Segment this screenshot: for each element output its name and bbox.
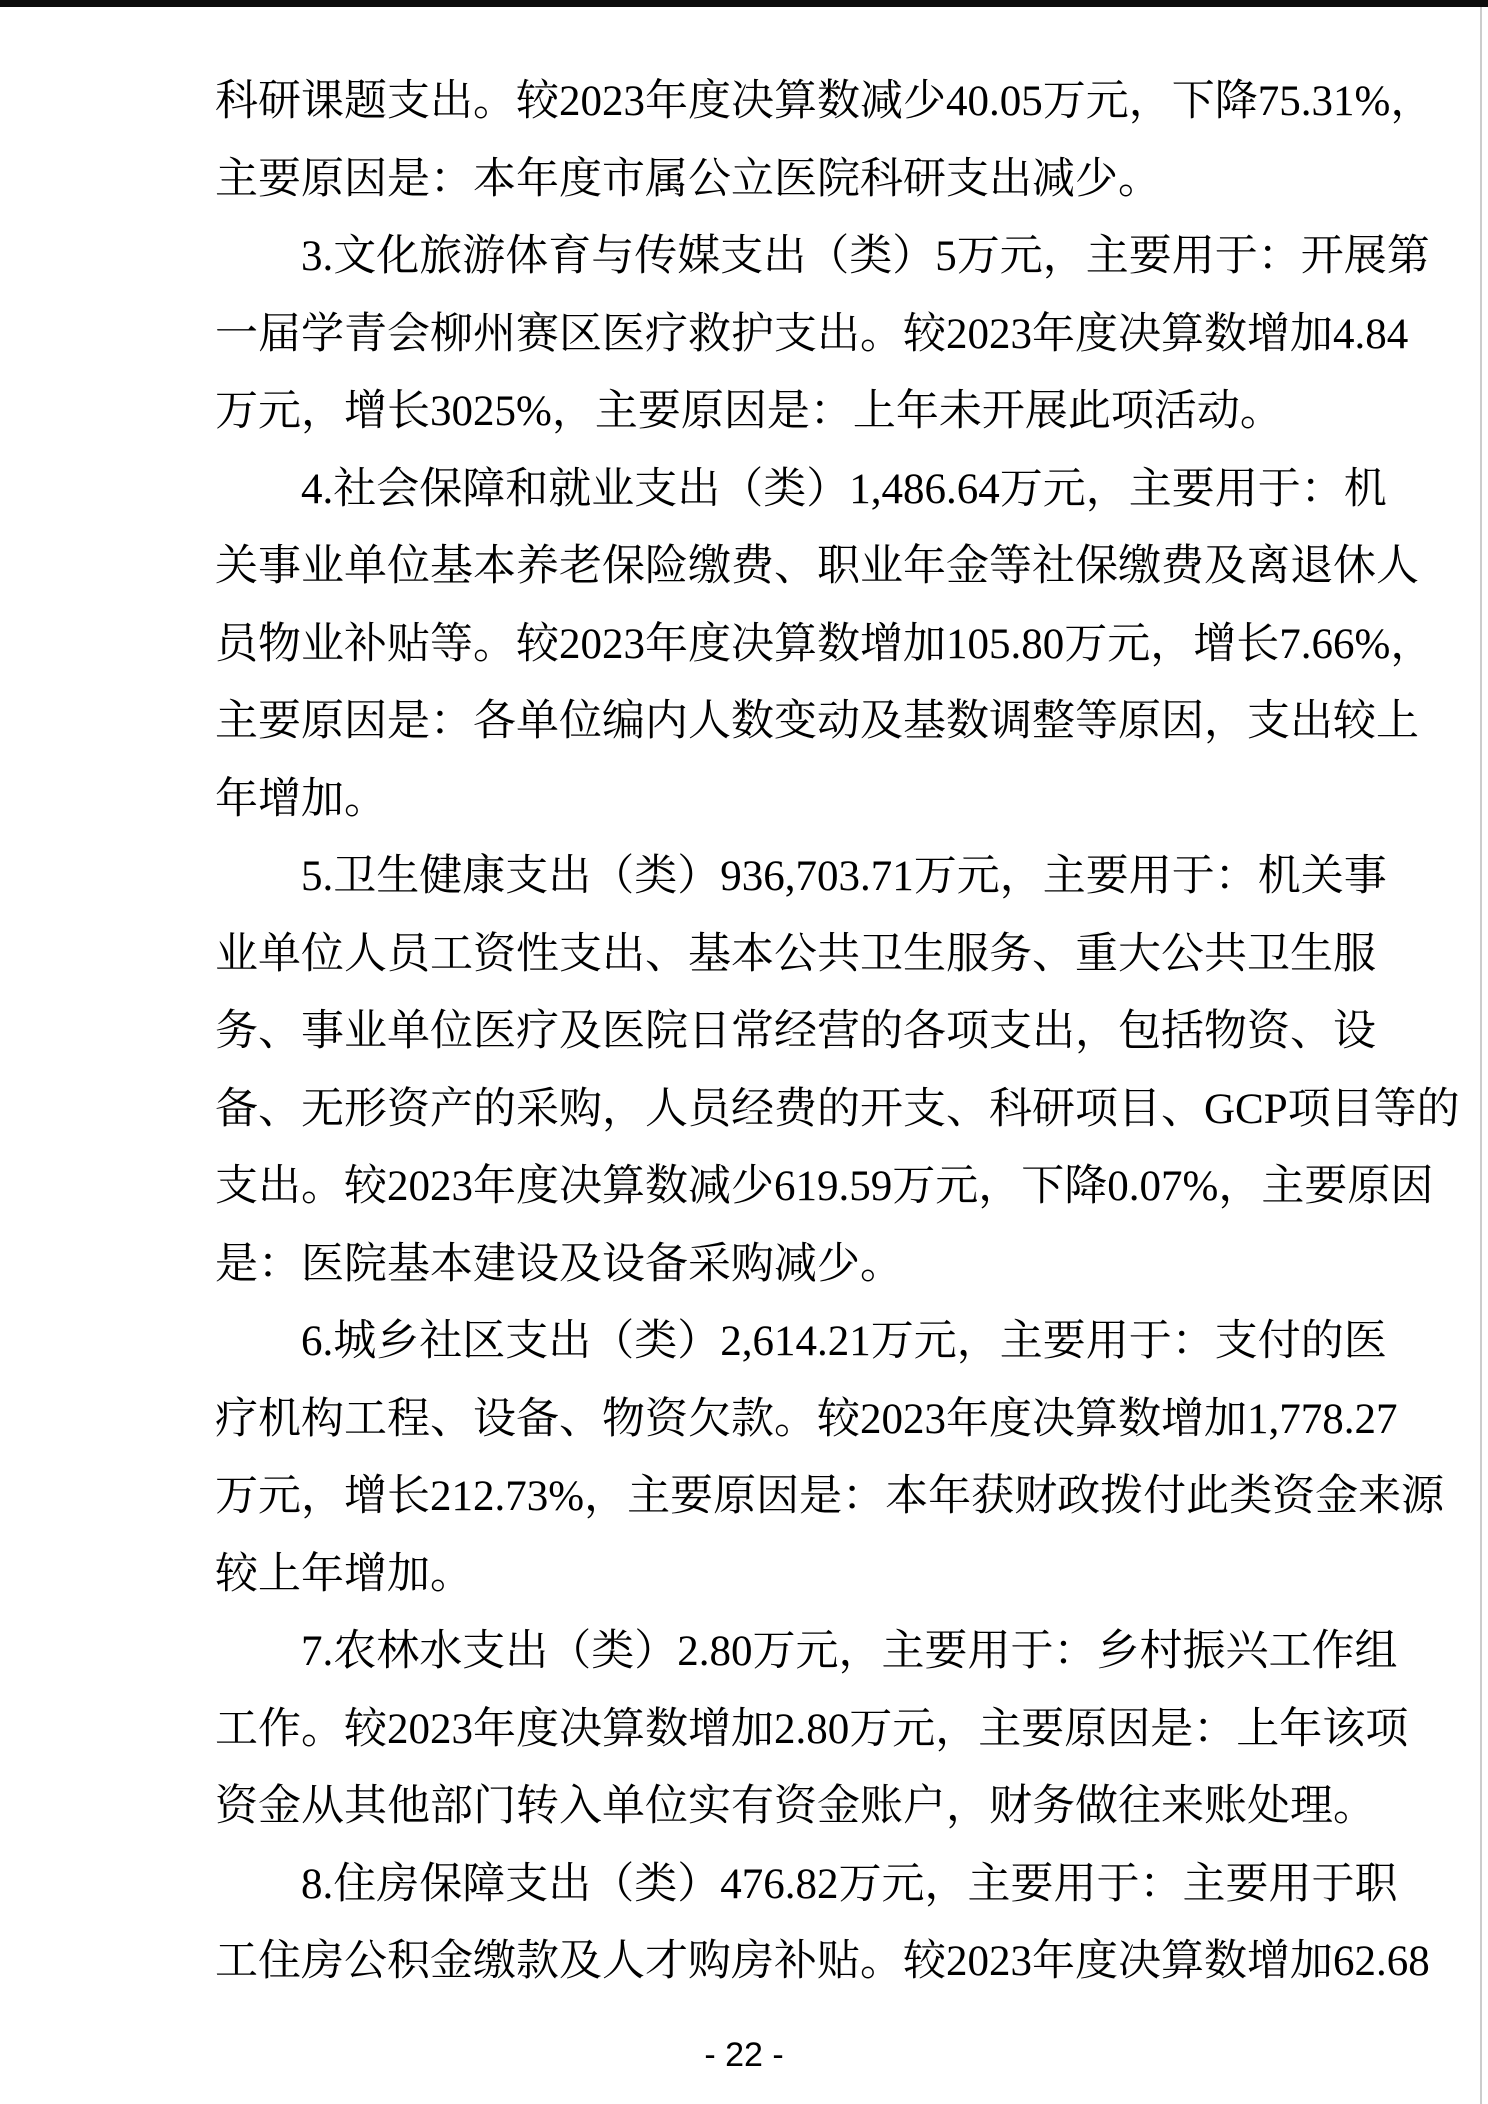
text-line: 工住房公积金缴款及人才购房补贴。较2023年度决算数增加62.68	[215, 1938, 1430, 1985]
scan-right-edge	[1480, 7, 1482, 2104]
text-line: 资金从其他部门转入单位实有资金账户，财务做往来账处理。	[215, 1783, 1376, 1830]
text-line: 主要原因是：本年度市属公立医院科研支出减少。	[215, 155, 1161, 203]
text-line: 4.社会保障和就业支出（类）1,486.64万元，主要用于：机	[301, 465, 1387, 513]
text-line: 万元，增长3025%，主要原因是：上年未开展此项活动。	[215, 388, 1283, 435]
text-line: 年增加。	[215, 775, 387, 823]
text-line: 业单位人员工资性支出、基本公共卫生服务、重大公共卫生服	[215, 930, 1376, 978]
text-line: 5.卫生健康支出（类）936,703.71万元，主要用于：机关事	[301, 853, 1387, 900]
text-line: 一届学青会柳州赛区医疗救护支出。较2023年度决算数增加4.84	[215, 310, 1409, 358]
text-line: 工作。较2023年度决算数增加2.80万元，主要原因是：上年该项	[215, 1705, 1409, 1753]
text-line: 支出。较2023年度决算数减少619.59万元，下降0.07%，主要原因	[215, 1163, 1434, 1210]
text-line: 6.城乡社区支出（类）2,614.21万元，主要用于：支付的医	[301, 1318, 1387, 1365]
text-line: 关事业单位基本养老保险缴费、职业年金等社保缴费及离退休人	[215, 543, 1419, 590]
scan-top-edge	[0, 0, 1488, 7]
text-line: 7.农林水支出（类）2.80万元，主要用于：乡村振兴工作组	[301, 1628, 1398, 1675]
text-line: 8.住房保障支出（类）476.82万元，主要用于：主要用于职	[301, 1860, 1398, 1908]
text-line: 务、事业单位医疗及医院日常经营的各项支出，包括物资、设	[215, 1008, 1376, 1055]
page-footer	[0, 2032, 1488, 2078]
body-text	[215, 63, 1460, 2001]
text-line: 员物业补贴等。较2023年度决算数增加105.80万元，增长7.66%，	[215, 620, 1434, 668]
text-line: 是：医院基本建设及设备采购减少。	[215, 1240, 903, 1288]
text-line: 较上年增加。	[215, 1550, 473, 1598]
text-line: 主要原因是：各单位编内人数变动及基数调整等原因，支出较上	[215, 698, 1419, 745]
text-line: 科研课题支出。较2023年度决算数减少40.05万元，下降75.31%，	[215, 78, 1434, 125]
text-line: 疗机构工程、设备、物资欠款。较2023年度决算数增加1,778.27	[215, 1395, 1398, 1443]
text-line: 万元，增长212.73%，主要原因是：本年获财政拨付此类资金来源	[215, 1473, 1445, 1520]
page-number: - 22 -	[704, 2036, 784, 2074]
text-line: 3.文化旅游体育与传媒支出（类）5万元，主要用于：开展第	[301, 233, 1430, 280]
text-line: 备、无形资产的采购，人员经费的开支、科研项目、GCP项目等的	[215, 1085, 1460, 1133]
